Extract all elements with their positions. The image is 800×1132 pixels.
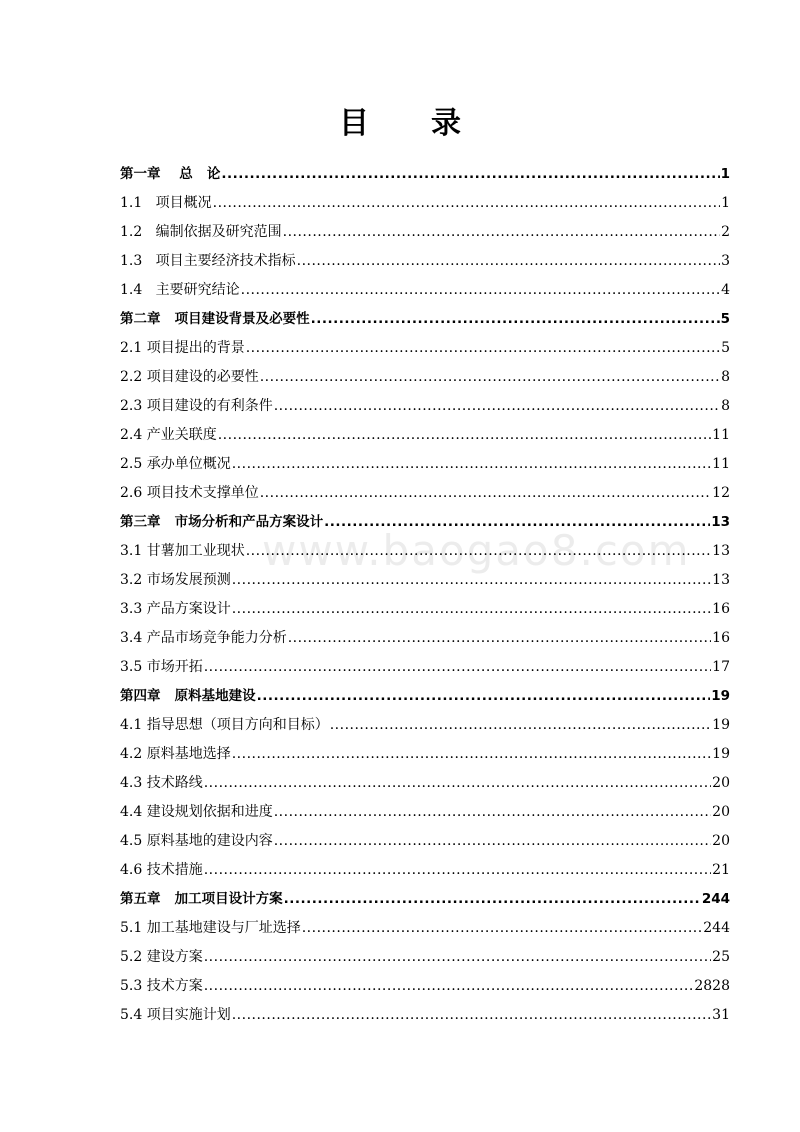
toc-page-number: 13 (712, 572, 730, 588)
toc-entry-label: 2.5 承办单位概况 (120, 456, 231, 472)
toc-page-number: 244 (703, 920, 730, 936)
toc-dot-leader (246, 537, 711, 566)
toc-section-entry[interactable] (120, 450, 730, 479)
toc-dot-leader (297, 247, 720, 276)
page-title (0, 98, 800, 142)
toc-chapter-entry[interactable] (120, 682, 730, 711)
toc-section-entry[interactable] (120, 740, 730, 769)
toc-section-entry[interactable] (120, 798, 730, 827)
toc-entry-label: 5.2 建设方案 (120, 949, 203, 965)
toc-page-number: 16 (712, 601, 730, 617)
toc-entry-label: 5.4 项目实施计划 (120, 1007, 231, 1023)
toc-dot-leader (232, 566, 711, 595)
toc-chapter-entry[interactable] (120, 885, 730, 914)
toc-section-entry[interactable] (120, 827, 730, 856)
toc-dot-leader (283, 218, 720, 247)
toc-entry-label: 5.1 加工基地建设与厂址选择 (120, 920, 301, 936)
toc-section-entry[interactable] (120, 421, 730, 450)
toc-dot-leader (213, 189, 720, 218)
toc-page-number: 8 (721, 369, 730, 385)
toc-entry-label: 4.1 指导思想（项目方向和目标） (120, 717, 329, 733)
toc-entry-label: 3.2 市场发展预测 (120, 572, 231, 588)
toc-section-entry[interactable] (120, 711, 730, 740)
toc-page-number: 5 (721, 340, 730, 356)
toc-entry-label: 2.3 项目建设的有利条件 (120, 398, 273, 414)
toc-page-number: 13 (712, 543, 730, 559)
toc-entry-label: 2.4 产业关联度 (120, 427, 217, 443)
toc-dot-leader (241, 276, 720, 305)
toc-page-number: 1 (720, 166, 730, 182)
watermark: www.baogao8.com (262, 526, 691, 575)
toc-page-number: 19 (712, 746, 730, 762)
toc-dot-leader (260, 363, 720, 392)
toc-page-number: 4 (721, 282, 730, 298)
toc-entry-label: 1.3 项目主要经济技术指标 (120, 253, 296, 269)
toc-page-number: 11 (712, 427, 730, 443)
toc-dot-leader (324, 508, 710, 537)
toc-page-number: 31 (712, 1007, 730, 1023)
toc-dot-leader (246, 334, 720, 363)
toc-entry-label: 5.3 技术方案 (120, 978, 203, 994)
toc-section-entry[interactable] (120, 972, 730, 1001)
toc-dot-leader (232, 1001, 711, 1030)
toc-entry-label: 4.4 建设规划依据和进度 (120, 804, 273, 820)
toc-page-number: 2828 (694, 978, 730, 994)
title-char-right: 录 (431, 106, 461, 141)
toc-dot-leader (232, 450, 711, 479)
toc-section-entry[interactable] (120, 769, 730, 798)
toc-entry-label: 3.5 市场开拓 (120, 659, 203, 675)
toc-section-entry[interactable] (120, 218, 730, 247)
toc-dot-leader (274, 827, 711, 856)
toc-dot-leader (204, 769, 711, 798)
toc-section-entry[interactable] (120, 363, 730, 392)
table-of-contents (120, 160, 730, 1030)
toc-section-entry[interactable] (120, 856, 730, 885)
toc-entry-label: 2.1 项目提出的背景 (120, 340, 245, 356)
toc-page-number: 2 (721, 224, 730, 240)
toc-page-number: 19 (712, 717, 730, 733)
toc-dot-leader (232, 595, 711, 624)
toc-page-number: 20 (712, 775, 730, 791)
toc-section-entry[interactable] (120, 566, 730, 595)
toc-section-entry[interactable] (120, 276, 730, 305)
toc-entry-label: 1.1 项目概况 (120, 195, 212, 211)
toc-section-entry[interactable] (120, 1001, 730, 1030)
toc-dot-leader (330, 711, 711, 740)
toc-section-entry[interactable] (120, 334, 730, 363)
toc-dot-leader (288, 624, 711, 653)
toc-page-number: 17 (712, 659, 730, 675)
toc-entry-label: 3.3 产品方案设计 (120, 601, 231, 617)
toc-section-entry[interactable] (120, 479, 730, 508)
toc-entry-label: 1.4 主要研究结论 (120, 282, 240, 298)
toc-dot-leader (221, 160, 719, 189)
toc-page-number: 25 (712, 949, 730, 965)
toc-page-number: 12 (712, 485, 730, 501)
toc-entry-label: 1.2 编制依据及研究范围 (120, 224, 282, 240)
toc-page-number: 8 (721, 398, 730, 414)
toc-section-entry[interactable] (120, 537, 730, 566)
toc-dot-leader (274, 798, 711, 827)
toc-page-number: 20 (712, 833, 730, 849)
toc-dot-leader (257, 682, 711, 711)
toc-page-number: 3 (721, 253, 730, 269)
toc-section-entry[interactable] (120, 392, 730, 421)
toc-entry-label: 2.2 项目建设的必要性 (120, 369, 259, 385)
toc-page-number: 21 (712, 862, 730, 878)
toc-entry-label: 第二章 项目建设背景及必要性 (120, 311, 310, 327)
toc-section-entry[interactable] (120, 595, 730, 624)
toc-entry-label: 4.5 原料基地的建设内容 (120, 833, 273, 849)
toc-dot-leader (260, 479, 711, 508)
toc-entry-label: 4.2 原料基地选择 (120, 746, 231, 762)
toc-dot-leader (204, 972, 694, 1001)
toc-section-entry[interactable] (120, 914, 730, 943)
toc-entry-label: 第五章 加工项目设计方案 (120, 891, 283, 907)
toc-section-entry[interactable] (120, 653, 730, 682)
toc-page-number: 11 (712, 456, 730, 472)
toc-entry-label: 4.6 技术措施 (120, 862, 203, 878)
toc-entry-label: 第三章 市场分析和产品方案设计 (120, 514, 324, 530)
toc-page-number: 19 (711, 688, 730, 704)
toc-page-number: 13 (711, 514, 730, 530)
toc-page-number: 16 (712, 630, 730, 646)
toc-entry-label: 2.6 项目技术支撑单位 (120, 485, 259, 501)
toc-dot-leader (232, 740, 711, 769)
toc-dot-leader (302, 914, 703, 943)
toc-dot-leader (204, 943, 711, 972)
toc-dot-leader (218, 421, 711, 450)
toc-section-entry[interactable] (120, 247, 730, 276)
toc-entry-label: 3.4 产品市场竞争能力分析 (120, 630, 287, 646)
toc-section-entry[interactable] (120, 943, 730, 972)
toc-chapter-entry[interactable] (120, 508, 730, 537)
toc-dot-leader (204, 653, 711, 682)
toc-page-number: 1 (721, 195, 730, 211)
toc-chapter-entry[interactable] (120, 160, 730, 189)
toc-entry-label: 4.3 技术路线 (120, 775, 203, 791)
toc-chapter-entry[interactable] (120, 305, 730, 334)
toc-section-entry[interactable] (120, 189, 730, 218)
toc-dot-leader (311, 305, 720, 334)
toc-dot-leader (284, 885, 701, 914)
toc-dot-leader (204, 856, 711, 885)
toc-section-entry[interactable] (120, 624, 730, 653)
toc-entry-label: 3.1 甘薯加工业现状 (120, 543, 245, 559)
toc-entry-label: 第四章 原料基地建设 (120, 688, 256, 704)
toc-page-number: 20 (712, 804, 730, 820)
toc-entry-label: 第一章 总 论 (120, 166, 221, 182)
toc-page-number: 244 (701, 891, 730, 907)
title-char-left: 目 (339, 106, 369, 141)
toc-page-number: 5 (720, 311, 730, 327)
toc-dot-leader (274, 392, 720, 421)
